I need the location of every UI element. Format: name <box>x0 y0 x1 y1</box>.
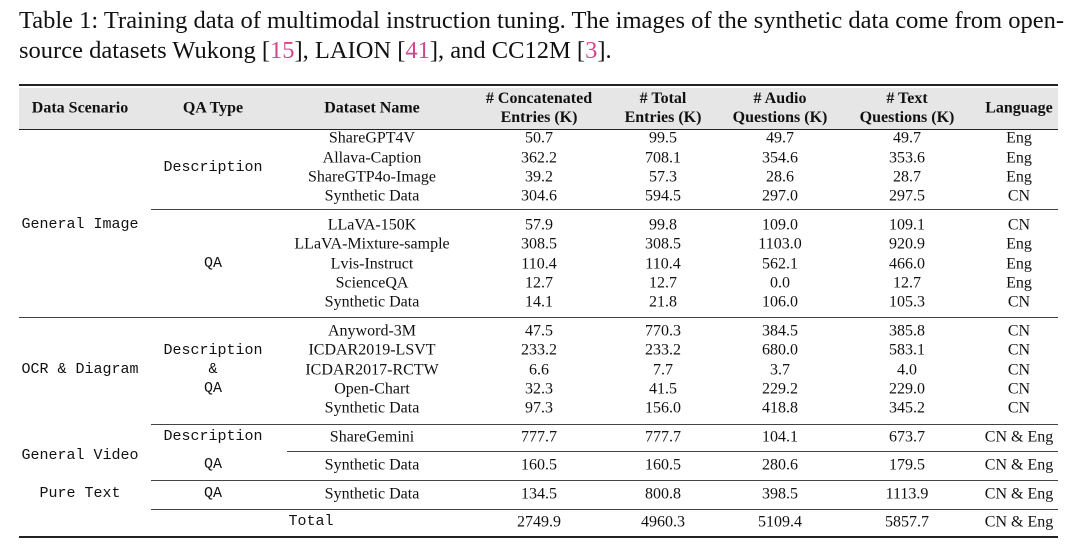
table-cell: 770.3 <box>645 322 681 340</box>
header-language: Language <box>985 99 1053 117</box>
header-dataset: Dataset Name <box>324 99 420 117</box>
table-cell: 14.1 <box>525 293 553 311</box>
table-cell: 1103.0 <box>758 235 802 253</box>
table-cell: 304.6 <box>521 187 557 205</box>
dataset-name-cell: LLaVA-Mixture-sample <box>294 235 450 253</box>
qa-type-label: QA <box>203 485 223 502</box>
table-cell: 47.5 <box>525 322 553 340</box>
table-cell: 280.6 <box>762 456 798 474</box>
table-cell: 0.0 <box>770 274 790 292</box>
table-cell: 12.7 <box>649 274 677 292</box>
dataset-name-cell: Lvis-Instruct <box>330 255 414 273</box>
table-cell: 920.9 <box>889 235 925 253</box>
table-cell: 1113.9 <box>885 485 929 503</box>
table-cell: 297.0 <box>762 187 798 205</box>
group-divider <box>151 424 1058 425</box>
table-cell: 110.4 <box>521 255 557 273</box>
table-cell: 233.2 <box>521 341 557 359</box>
top-rule <box>19 84 1058 86</box>
table-cell: 6.6 <box>529 361 549 379</box>
table-cell: 99.5 <box>649 129 677 147</box>
table-cell: 12.7 <box>893 274 921 292</box>
table-cell: 57.9 <box>525 216 553 234</box>
table-cell: 308.5 <box>645 235 681 253</box>
dataset-name-cell: LLaVA-150K <box>327 216 417 234</box>
dataset-name-cell: ScienceQA <box>335 274 409 292</box>
table-caption: Table 1: Training data of multimodal instruction tuning. The images of the synthetic data come from open-source datasets Wukong [15], LAION [41], and CC12M [3]. <box>19 7 1064 64</box>
table-cell: 297.5 <box>889 187 925 205</box>
table-cell: 466.0 <box>889 255 925 273</box>
header-total: # Total Entries (K) <box>624 90 702 126</box>
table-cell: 680.0 <box>762 341 798 359</box>
table-cell: 362.2 <box>521 149 557 167</box>
table-cell: CN <box>1007 187 1031 205</box>
table-cell: 229.0 <box>889 380 925 398</box>
table-cell: 134.5 <box>521 485 557 503</box>
table-cell: 49.7 <box>893 129 921 147</box>
qa-type-label: Description <box>163 342 263 359</box>
dataset-name-cell: Synthetic Data <box>324 187 420 205</box>
total-cell: CN & Eng <box>984 513 1054 531</box>
table-cell: 308.5 <box>521 235 557 253</box>
table-cell: 50.7 <box>525 129 553 147</box>
table-cell: CN <box>1007 361 1031 379</box>
qa-type-label: QA <box>203 380 223 397</box>
table-cell: 777.7 <box>521 428 557 446</box>
citation-link[interactable]: 41 <box>405 37 430 64</box>
table-cell: 106.0 <box>762 293 798 311</box>
header-audio: # Audio Questions (K) <box>732 90 828 126</box>
total-cell: 4960.3 <box>641 513 685 531</box>
citation-link[interactable]: 15 <box>269 37 295 64</box>
header-qa-type: QA Type <box>182 99 244 117</box>
dataset-name-cell: Synthetic Data <box>324 293 420 311</box>
dataset-name-cell: Synthetic Data <box>324 456 420 474</box>
table-cell: 21.8 <box>649 293 677 311</box>
qa-type-label: Description <box>163 428 263 445</box>
table-cell: 160.5 <box>645 456 681 474</box>
table-cell: 109.0 <box>762 216 798 234</box>
qa-type-label: QA <box>203 255 223 272</box>
group-divider <box>151 209 1058 210</box>
table-cell: Eng <box>1006 129 1032 147</box>
table-cell: CN <box>1007 293 1031 311</box>
table-cell: CN <box>1007 399 1031 417</box>
dataset-name-cell: ShareGPT4V <box>328 129 416 147</box>
table-cell: 398.5 <box>762 485 798 503</box>
group-divider <box>151 509 1058 510</box>
table-cell: CN & Eng <box>984 428 1054 446</box>
table-cell: 594.5 <box>645 187 681 205</box>
table-cell: 3.7 <box>770 361 790 379</box>
table-cell: 4.0 <box>897 361 917 379</box>
header-text: # Text Questions (K) <box>859 90 955 126</box>
table-cell: CN <box>1007 380 1031 398</box>
scenario-label: OCR & Diagram <box>21 361 139 378</box>
table-cell: 708.1 <box>645 149 681 167</box>
group-divider <box>151 480 1058 481</box>
header-scenario: Data Scenario <box>31 99 129 117</box>
table-cell: 57.3 <box>649 168 677 186</box>
table-cell: 12.7 <box>525 274 553 292</box>
table-cell: CN <box>1007 341 1031 359</box>
dataset-name-cell: ShareGTP4o-Image <box>308 168 436 186</box>
dataset-name-cell: ShareGemini <box>329 428 415 446</box>
table-cell: 777.7 <box>645 428 681 446</box>
table-cell: 233.2 <box>645 341 681 359</box>
table-cell: CN & Eng <box>984 456 1054 474</box>
dataset-name-cell: ICDAR2019-LSVT <box>308 341 436 359</box>
table-cell: 179.5 <box>889 456 925 474</box>
total-cell: 5109.4 <box>758 513 802 531</box>
table-cell: Eng <box>1006 274 1032 292</box>
citation-link[interactable]: 3 <box>585 37 598 64</box>
table-cell: 353.6 <box>889 149 925 167</box>
dataset-name-cell: ICDAR2017-RCTW <box>305 361 439 379</box>
scenario-label: General Video <box>21 447 139 464</box>
group-divider <box>19 317 1058 318</box>
dataset-name-cell: Allava-Caption <box>322 149 422 167</box>
total-label: Total <box>288 513 334 530</box>
group-divider <box>287 451 1058 452</box>
header-concatenated: # Concatenated Entries (K) <box>485 90 593 126</box>
table-cell: Eng <box>1006 255 1032 273</box>
table-cell: 110.4 <box>645 255 681 273</box>
total-cell: 5857.7 <box>885 513 929 531</box>
dataset-name-cell: Anyword-3M <box>328 322 416 340</box>
table-cell: 673.7 <box>889 428 925 446</box>
table-cell: 39.2 <box>525 168 553 186</box>
table-cell: 104.1 <box>762 428 798 446</box>
qa-type-label: Description <box>163 159 263 176</box>
table-cell: 41.5 <box>649 380 677 398</box>
table-cell: Eng <box>1006 149 1032 167</box>
table-cell: 99.8 <box>649 216 677 234</box>
table-cell: CN <box>1007 216 1031 234</box>
table-cell: CN & Eng <box>984 485 1054 503</box>
dataset-name-cell: Synthetic Data <box>324 485 420 503</box>
table-cell: 229.2 <box>762 380 798 398</box>
scenario-label: General Image <box>21 216 139 233</box>
table-cell: 97.3 <box>525 399 553 417</box>
table-cell: 385.8 <box>889 322 925 340</box>
table-cell: 7.7 <box>653 361 673 379</box>
total-cell: 2749.9 <box>517 513 561 531</box>
bottom-rule <box>19 536 1058 538</box>
table-cell: 28.6 <box>766 168 794 186</box>
table-cell: 800.8 <box>645 485 681 503</box>
qa-type-label: & <box>208 361 218 378</box>
table-cell: 28.7 <box>893 168 921 186</box>
table-cell: 583.1 <box>889 341 925 359</box>
table-cell: 32.3 <box>525 380 553 398</box>
scenario-label: Pure Text <box>39 485 121 502</box>
table-cell: Eng <box>1006 235 1032 253</box>
table-cell: 562.1 <box>762 255 798 273</box>
table-cell: Eng <box>1006 168 1032 186</box>
dataset-name-cell: Open-Chart <box>334 380 410 398</box>
qa-type-label: QA <box>203 456 223 473</box>
table-cell: 160.5 <box>521 456 557 474</box>
table-cell: 345.2 <box>889 399 925 417</box>
table-cell: 384.5 <box>762 322 798 340</box>
table-cell: 109.1 <box>889 216 925 234</box>
table-cell: 49.7 <box>766 129 794 147</box>
table-cell: CN <box>1007 322 1031 340</box>
table-cell: 354.6 <box>762 149 798 167</box>
table-cell: 105.3 <box>889 293 925 311</box>
dataset-name-cell: Synthetic Data <box>324 399 420 417</box>
table-cell: 156.0 <box>645 399 681 417</box>
table-cell: 418.8 <box>762 399 798 417</box>
